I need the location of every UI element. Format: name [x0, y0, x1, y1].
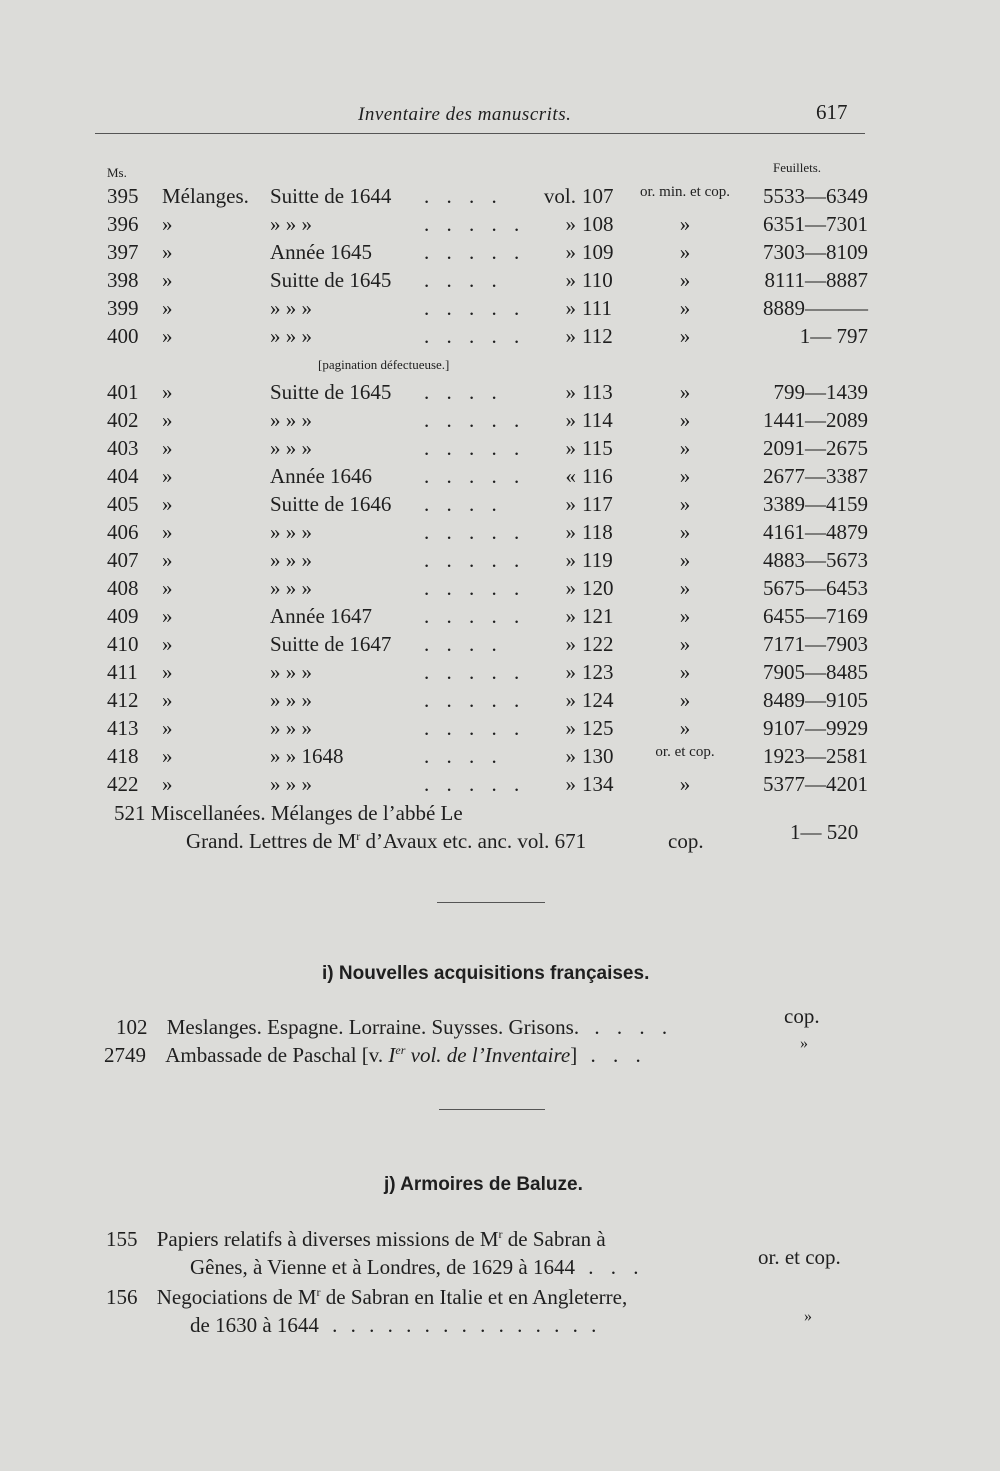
misc-text2a: Grand. Lettres de M: [186, 829, 357, 853]
table-row: [0, 184, 1000, 212]
row-vol-number: 109: [582, 240, 614, 264]
row-ms: 418: [107, 744, 139, 768]
row-subtitle: » » »: [270, 772, 312, 796]
row-subtitle: » » »: [270, 716, 312, 740]
row-vol-label: »: [565, 436, 576, 460]
row-title: »: [162, 772, 173, 796]
baluze-row-156-line1: [106, 1285, 627, 1310]
header-rule: [95, 133, 865, 134]
row-dots: . . .: [588, 1255, 645, 1279]
row-ms: 399: [107, 296, 139, 320]
row-ms: 396: [107, 212, 139, 236]
row-folios: 8111—8887: [764, 268, 868, 292]
row-dots: . . . . .: [424, 212, 526, 236]
row-dots: . . . . .: [424, 464, 526, 488]
table-row: [0, 520, 1000, 548]
row-subtitle: Suitte de 1646: [270, 492, 392, 516]
row-dots: . . . . .: [424, 324, 526, 348]
row-vol-label: »: [565, 408, 576, 432]
row-folios: 1— 797: [799, 324, 868, 348]
row-ms: 400: [107, 324, 139, 348]
row-vol-label: »: [565, 688, 576, 712]
row-title: »: [162, 520, 173, 544]
misc-type: cop.: [668, 829, 704, 853]
row-ms: 155: [106, 1227, 138, 1251]
row-vol-label: vol.: [543, 184, 576, 208]
row-folios: 6351—7301: [763, 212, 868, 236]
row-title: »: [162, 296, 173, 320]
table-row: [0, 296, 1000, 324]
column-header-ms: Ms.: [107, 165, 127, 180]
row-title: »: [162, 380, 173, 404]
row-dots: . . . . .: [424, 408, 526, 432]
row-ms: 407: [107, 548, 139, 572]
row-folios: 7303—8109: [763, 240, 868, 264]
misc-sup: r: [356, 829, 361, 843]
row-vol-number: 110: [582, 268, 613, 292]
table-row: [0, 268, 1000, 296]
row-dots: . . . .: [424, 632, 503, 656]
row-vol-label: »: [565, 268, 576, 292]
row-text-italic2: vol. de l’Inventaire: [405, 1043, 571, 1067]
running-title: Inventaire des manuscrits.: [358, 104, 572, 125]
row-copy-type: »: [679, 436, 691, 460]
row-ms: 405: [107, 492, 139, 516]
row-vol-number: 111: [582, 296, 612, 320]
row-subtitle: » » »: [270, 576, 312, 600]
row-vol-label: »: [565, 492, 576, 516]
row-subtitle: Suitte de 1647: [270, 632, 392, 656]
baluze-row-156-line2: [190, 1313, 600, 1338]
row-vol-number: 122: [582, 632, 614, 656]
row-title: »: [162, 632, 173, 656]
row-subtitle: » » »: [270, 688, 312, 712]
row-copy-type: »: [679, 604, 691, 628]
table-row: [0, 576, 1000, 604]
table-row: [0, 688, 1000, 716]
row-text-end: de Sabran à: [502, 1227, 606, 1251]
row-copy-type: »: [679, 716, 691, 740]
row-dots: . . . . .: [424, 604, 526, 628]
row-subtitle: » » »: [270, 548, 312, 572]
row-title: »: [162, 660, 173, 684]
table-row: [0, 716, 1000, 744]
row-vol-number: 118: [582, 520, 613, 544]
row-text: de 1630 à 1644: [190, 1313, 319, 1337]
row-folios: 8489—9105: [763, 688, 868, 712]
nouv-acq-row-2749-type: »: [800, 1035, 808, 1052]
misc-entry-line1: [114, 801, 463, 826]
row-dots: . . . .: [424, 184, 503, 208]
row-vol-number: 117: [582, 492, 613, 516]
table-row: [0, 548, 1000, 576]
row-sup: r: [316, 1285, 321, 1299]
table-row: [0, 632, 1000, 660]
row-copy-type: or. et cop.: [655, 744, 715, 760]
row-vol-label: »: [565, 632, 576, 656]
row-vol-label: »: [565, 772, 576, 796]
row-ms: 411: [107, 660, 138, 684]
row-dots: . . . .: [424, 744, 503, 768]
row-title: »: [162, 240, 173, 264]
row-subtitle: » » »: [270, 296, 312, 320]
row-copy-type: »: [679, 380, 691, 404]
row-vol-number: 112: [582, 324, 613, 348]
row-vol-number: 123: [582, 660, 614, 684]
row-folios: 5675—6453: [763, 576, 868, 600]
row-title: »: [162, 548, 173, 572]
row-ms: 401: [107, 380, 139, 404]
row-title: »: [162, 604, 173, 628]
row-ms: 409: [107, 604, 139, 628]
row-folios: 9107—9929: [763, 716, 868, 740]
row-vol-label: »: [565, 296, 576, 320]
column-header-feuillets: Feuillets.: [773, 160, 822, 175]
row-folios: 2091—2675: [763, 436, 868, 460]
row-vol-number: 134: [582, 772, 614, 796]
row-title: »: [162, 744, 173, 768]
row-title: »: [162, 688, 173, 712]
table-row: [0, 436, 1000, 464]
row-dots: . . . . .: [424, 436, 526, 460]
row-vol-label: »: [565, 520, 576, 544]
row-copy-type: »: [679, 772, 691, 796]
row-title: »: [162, 324, 173, 348]
row-folios: 1923—2581: [763, 744, 868, 768]
row-title: »: [162, 716, 173, 740]
misc-folios: 1— 520: [790, 820, 859, 844]
page-number: 617: [816, 100, 848, 124]
baluze-row-156-type: »: [804, 1308, 812, 1325]
row-vol-label: «: [565, 464, 576, 488]
row-vol-label: »: [565, 576, 576, 600]
row-folios: 6455—7169: [763, 604, 868, 628]
row-subtitle: Suitte de 1645: [270, 380, 392, 404]
row-folios: 799—1439: [773, 380, 868, 404]
nouv-acq-row-2749: [104, 1043, 647, 1068]
row-copy-type: »: [679, 240, 691, 264]
row-subtitle: Suitte de 1645: [270, 268, 392, 292]
table-row: [0, 212, 1000, 240]
misc-text1: Miscellanées. Mélanges de l’abbé Le: [150, 801, 463, 825]
row-dots: . . . . .: [424, 548, 526, 572]
row-title: »: [162, 576, 173, 600]
row-dots: . . . . .: [424, 716, 526, 740]
row-folios: 3389—4159: [763, 492, 868, 516]
row-folios: 4883—5673: [763, 548, 868, 572]
row-subtitle: » » »: [270, 324, 312, 348]
row-copy-type: or. min. et cop.: [640, 184, 730, 200]
row-subtitle: » » »: [270, 436, 312, 460]
row-subtitle: Année 1645: [270, 240, 373, 264]
baluze-row-155-line1: [106, 1227, 606, 1252]
row-ms: 422: [107, 772, 139, 796]
row-sup: er: [395, 1043, 406, 1057]
misc-ms: 521: [114, 801, 146, 825]
row-ms: 408: [107, 576, 139, 600]
row-vol-label: »: [565, 548, 576, 572]
row-text-end: de Sabran en Italie et en Angleterre,: [320, 1285, 628, 1309]
row-subtitle: Année 1647: [270, 604, 373, 628]
row-text-end: ]: [570, 1043, 578, 1067]
row-copy-type: »: [679, 212, 691, 236]
row-dots: . . . . .: [424, 520, 526, 544]
row-vol-label: »: [565, 380, 576, 404]
table-row: [0, 408, 1000, 436]
row-text: Meslanges. Espagne. Lorraine. Suysses. Grisons.: [166, 1015, 580, 1039]
row-copy-type: »: [679, 492, 691, 516]
row-ms: 2749: [104, 1043, 146, 1067]
table-row: [0, 324, 1000, 352]
row-vol-number: 108: [582, 212, 614, 236]
row-folios: 7171—7903: [763, 632, 868, 656]
row-subtitle: » » 1648: [270, 744, 344, 768]
row-vol-number: 125: [582, 716, 614, 740]
table-row: [0, 744, 1000, 772]
row-subtitle: Année 1646: [270, 464, 373, 488]
row-vol-number: 116: [582, 464, 613, 488]
table-row: [0, 464, 1000, 492]
row-text: Papiers relatifs à diverses missions de M: [156, 1227, 499, 1251]
row-subtitle: » » »: [270, 660, 312, 684]
row-vol-label: »: [565, 604, 576, 628]
row-ms: 398: [107, 268, 139, 292]
row-copy-type: »: [679, 268, 691, 292]
row-folios: 8889———: [763, 296, 868, 320]
row-title: Mélanges.: [162, 184, 249, 208]
row-ms: 395: [107, 184, 139, 208]
row-dots: . . . .: [594, 1015, 674, 1039]
row-copy-type: »: [679, 632, 691, 656]
row-sup: r: [498, 1227, 503, 1241]
row-title: »: [162, 408, 173, 432]
row-dots: . . . . .: [424, 240, 526, 264]
row-ms: 412: [107, 688, 139, 712]
misc-text2b: d’Avaux etc. anc. vol. 671: [360, 829, 587, 853]
row-copy-type: »: [679, 296, 691, 320]
row-dots: . . . . .: [424, 296, 526, 320]
row-vol-number: 119: [582, 548, 613, 572]
row-copy-type: »: [679, 576, 691, 600]
row-title: »: [162, 436, 173, 460]
row-vol-number: 124: [582, 688, 614, 712]
row-vol-number: 114: [582, 408, 613, 432]
row-subtitle: » » »: [270, 520, 312, 544]
row-dots: . . . . .: [424, 576, 526, 600]
misc-entry-line2: [186, 829, 586, 854]
row-copy-type: »: [679, 520, 691, 544]
row-dots: . . .: [590, 1043, 647, 1067]
row-ms: 410: [107, 632, 139, 656]
row-text-italic: I: [388, 1043, 396, 1067]
section-divider: [437, 902, 545, 903]
row-ms: 397: [107, 240, 139, 264]
row-title: »: [162, 212, 173, 236]
row-vol-label: »: [565, 240, 576, 264]
table-row: [0, 604, 1000, 632]
row-vol-number: 107: [582, 184, 614, 208]
row-ms: 156: [106, 1285, 138, 1309]
row-copy-type: »: [679, 688, 691, 712]
row-dots: . . . .: [424, 380, 503, 404]
row-vol-number: 113: [582, 380, 613, 404]
row-subtitle: Suitte de 1644: [270, 184, 392, 208]
baluze-row-155-type: or. et cop.: [758, 1245, 841, 1269]
section-divider: [439, 1109, 545, 1110]
row-folios: 4161—4879: [763, 520, 868, 544]
row-vol-label: »: [565, 212, 576, 236]
row-folios: 1441—2089: [763, 408, 868, 432]
row-vol-label: »: [565, 324, 576, 348]
row-subtitle: » » »: [270, 212, 312, 236]
row-title: »: [162, 464, 173, 488]
row-folios: 7905—8485: [763, 660, 868, 684]
row-vol-number: 121: [582, 604, 614, 628]
row-ms: 402: [107, 408, 139, 432]
row-dots: . . . . . . . . . . . . . . .: [332, 1313, 601, 1337]
row-vol-label: »: [565, 660, 576, 684]
row-ms: 413: [107, 716, 139, 740]
row-vol-number: 115: [582, 436, 613, 460]
pagination-note: [pagination défectueuse.]: [318, 357, 450, 372]
row-text: Gênes, à Vienne et à Londres, de 1629 à 1644: [190, 1255, 575, 1279]
nouv-acq-row-102: [116, 1015, 673, 1040]
row-copy-type: »: [679, 324, 691, 348]
row-dots: . . . . .: [424, 772, 526, 796]
row-dots: . . . . .: [424, 660, 526, 684]
section-heading-j: j) Armoires de Baluze.: [384, 1174, 583, 1195]
row-vol-number: 120: [582, 576, 614, 600]
row-dots: . . . .: [424, 492, 503, 516]
row-copy-type: »: [679, 408, 691, 432]
row-ms: 404: [107, 464, 139, 488]
row-title: »: [162, 492, 173, 516]
row-ms: 406: [107, 520, 139, 544]
row-folios: 2677—3387: [763, 464, 868, 488]
row-copy-type: »: [679, 464, 691, 488]
table-row: [0, 660, 1000, 688]
row-subtitle: » » »: [270, 408, 312, 432]
section-heading-i: i) Nouvelles acquisitions françaises.: [322, 963, 650, 984]
row-folios: 5533—6349: [763, 184, 868, 208]
row-ms: 102: [116, 1015, 148, 1039]
table-row: [0, 772, 1000, 800]
row-dots: . . . .: [424, 268, 503, 292]
row-vol-number: 130: [582, 744, 614, 768]
table-row: [0, 380, 1000, 408]
row-vol-label: »: [565, 716, 576, 740]
row-text: Ambassade de Paschal [v.: [165, 1043, 389, 1067]
row-copy-type: »: [679, 660, 691, 684]
row-vol-label: »: [565, 744, 576, 768]
row-dots: . . . . .: [424, 688, 526, 712]
row-ms: 403: [107, 436, 139, 460]
baluze-row-155-line2: [190, 1255, 644, 1280]
row-title: »: [162, 268, 173, 292]
table-row: [0, 240, 1000, 268]
table-row: [0, 492, 1000, 520]
nouv-acq-row-102-type: cop.: [784, 1004, 820, 1028]
row-folios: 5377—4201: [763, 772, 868, 796]
row-copy-type: »: [679, 548, 691, 572]
row-text: Negociations de M: [156, 1285, 317, 1309]
